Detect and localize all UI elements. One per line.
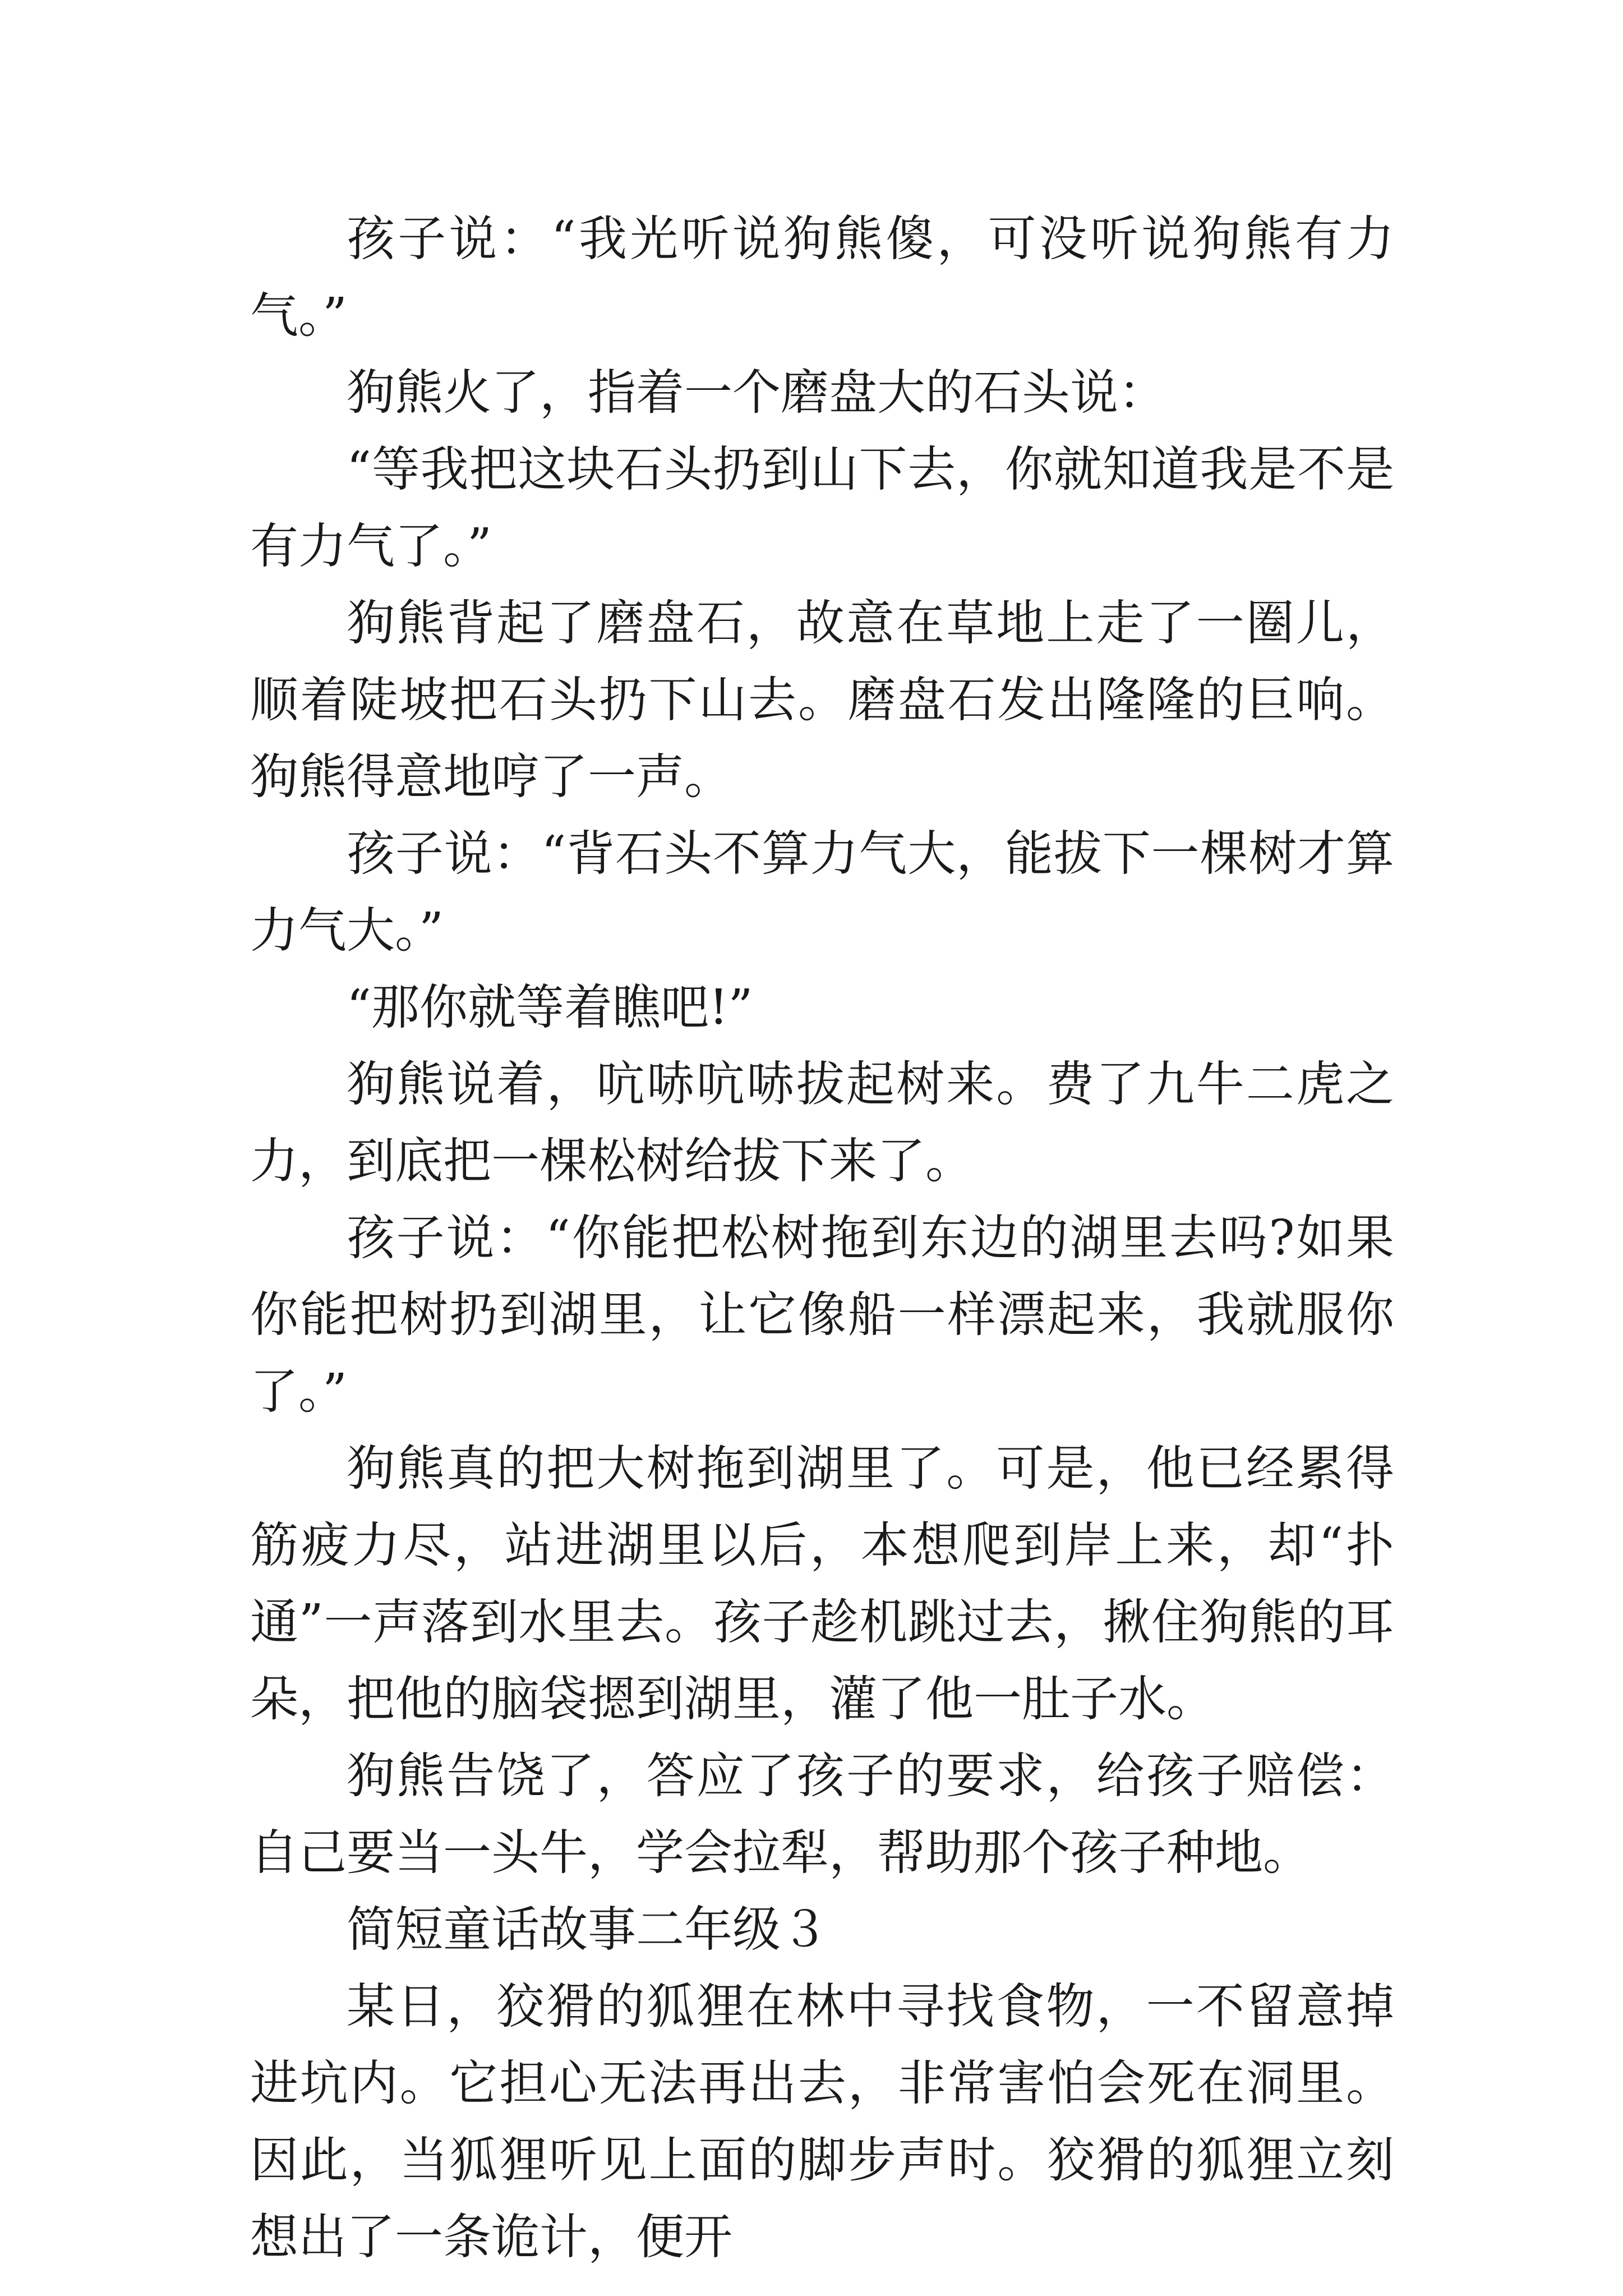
paragraph: 狗熊背起了磨盘石，故意在草地上走了一圈儿，顺着陡坡把石头扔下山去。磨盘石发出隆隆的巨响。狗熊得意地哼了一声。	[250, 595, 1394, 805]
paragraph: 孩子说：“我光听说狗熊傻，可没听说狗熊有力气。”	[250, 211, 1394, 344]
paragraph: 狗熊火了，指着一个磨盘大的石头说：	[347, 365, 1166, 421]
paragraph: 某日，狡猾的狐狸在林中寻找食物，一不留意掉进坑内。它担心无法再出去，非常害怕会死在洞里。因此，当狐狸听见上面的脚步声时。狡猾的狐狸立刻想出了一条诡计，便开	[250, 1978, 1394, 2265]
paragraph: 孩子说：“你能把松树拖到东边的湖里去吗?如果你能把树扔到湖里，让它像船一样漂起来，我就服你了。”	[250, 1210, 1394, 1420]
story-text	[250, 201, 1394, 2276]
paragraph: “那你就等着瞧吧!”	[347, 979, 753, 1036]
section-heading: 简短童话故事二年级３	[347, 1902, 829, 1958]
paragraph: 狗熊真的把大树拖到湖里了。可是，他已经累得筋疲力尽，站进湖里以后，本想爬到岸上来，却“扑通”一声落到水里去。孩子趁机跳过去，揪住狗熊的耳朵，把他的脑袋摁到湖里，灌了他一肚子水。	[250, 1441, 1394, 1727]
paragraph: 狗熊告饶了，答应了孩子的要求，给孩子赔偿：自己要当一头牛，学会拉犁，帮助那个孩子种地。	[250, 1748, 1394, 1881]
paragraph: “等我把这块石头扔到山下去，你就知道我是不是有力气了。”	[250, 441, 1394, 574]
paragraph: 狗熊说着，吭哧吭哧拔起树来。费了九牛二虎之力，到底把一棵松树给拔下来了。	[250, 1056, 1394, 1189]
paragraph: 孩子说：“背石头不算力气大，能拔下一棵树才算力气大。”	[250, 826, 1394, 959]
